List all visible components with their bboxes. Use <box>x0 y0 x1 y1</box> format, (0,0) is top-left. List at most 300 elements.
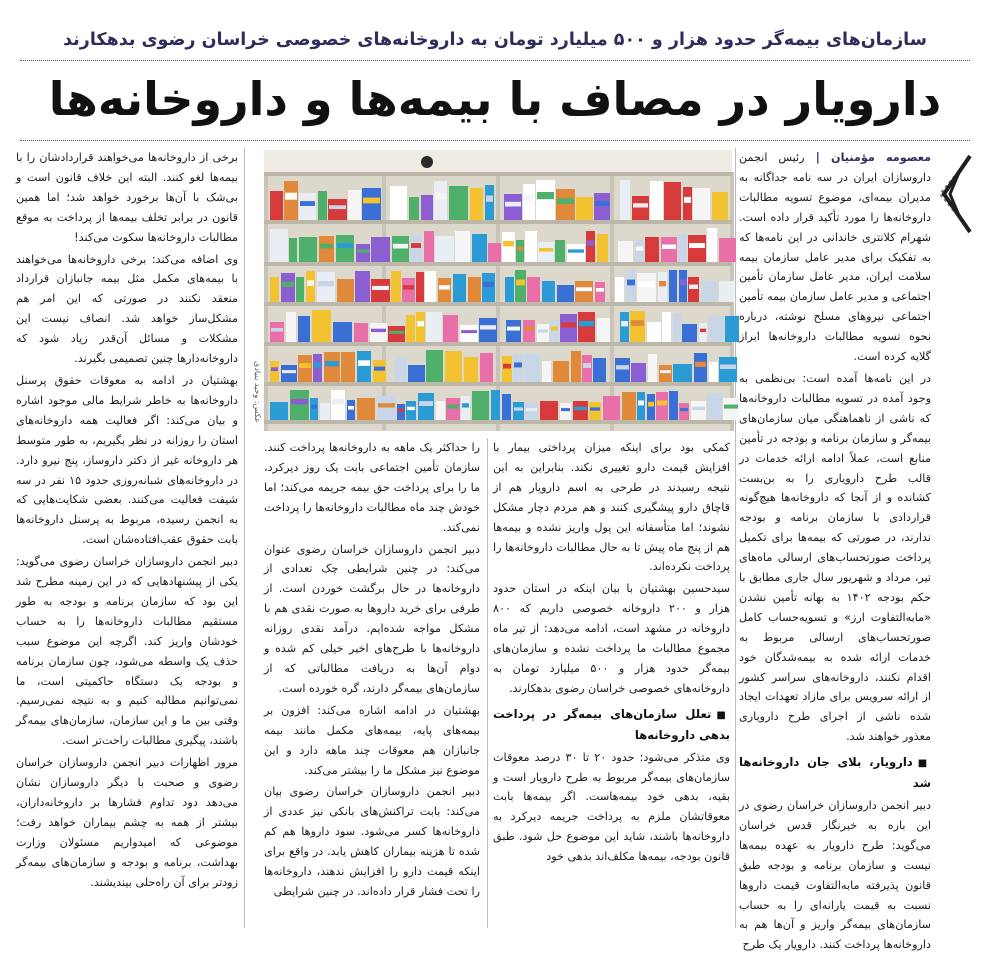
medicine-box <box>502 394 511 420</box>
paragraph: کمکی بود برای اینکه میزان پرداختی بیمار با افزایش قیمت دارو تغییری نکند. بنابراین به این نتیجه رسیدند در طرحی به اسم دارویار هم از قاچاق دارو پیشگیری کنند و هم مردم دچار مشکل نشوند؛ اما متأسفانه این پول واریز نشده و بیمه‌ها هم از پنج ماه پیش تا به حال مطالبات داروخانه‌ها را پرداخت نکرده‌اند. <box>493 441 730 574</box>
medicine-box <box>597 234 608 262</box>
medicine-box <box>453 274 466 302</box>
box-label <box>576 287 592 291</box>
medicine-box <box>567 244 585 262</box>
medicine-box <box>324 352 340 382</box>
box-label <box>282 370 296 373</box>
medicine-box <box>388 326 405 342</box>
box-label <box>411 243 421 248</box>
box-label <box>320 244 333 249</box>
medicine-box <box>409 197 419 220</box>
box-label <box>461 330 477 333</box>
medicine-box <box>406 401 416 420</box>
medicine-box <box>337 279 354 302</box>
medicine-box <box>669 391 678 420</box>
box-label <box>636 247 643 251</box>
medicine-box <box>661 237 677 262</box>
medicine-box <box>709 316 724 342</box>
paragraph: در این نامه‌ها آمده است: بی‌نظمی به وجود آمده در تسویه مطالبات داروخانه‌ها که ناشی از ناهماهنگی میان سازمان‌های بیمه‌گر و سازمان برنامه و بودجه در تأمین منابع است، عملاً ادامه ارائه خدمات در قالب طرح دارویاری را به بن‌بست کشانده و از آنجا که داروخانه‌ها هیچ‌گونه قراردادی با سازمان برنامه و بودجه ندارند، در صورتی که بیمه‌ها برای تکمیل پرداخت صورتحساب‌های ارسالی ماه‌های تیر، مرداد و شهریور سال جاری مطابق با حکم بودجه ۱۴۰۲ به بهانه تأمین نشدن «مابه‌التفاوت ارز» و تسویه‌حساب کامل صورتحساب‌های ارسالی مربوط به خدمات ارائه شده به بیمه‌شدگان خود اقدام نکنند، داروخانه‌های سراسر کشور از ارائه سرویس برای مازاد تعهدات ایجاد شده ناشی از اجرای طرح دارویاری معذور خواهند شد. <box>739 371 931 744</box>
box-label <box>579 321 594 326</box>
ceiling <box>264 150 732 172</box>
box-label <box>638 282 655 287</box>
pharmacy-shelves-photo <box>264 150 732 431</box>
medicine-box <box>472 391 489 420</box>
box-label <box>393 244 408 249</box>
medicine-box <box>560 403 571 420</box>
medicine-box <box>615 277 624 302</box>
medicine-box <box>523 184 535 220</box>
shelf-upright <box>610 172 614 431</box>
paragraph: مرور اظهارات دبیر انجمن داروسازان خراسان رضوی و صحبت با دیگر داروسازان نشان می‌دهد دود تداوم فشارها بر داروخانه‌داران، بیشتر از همه به چشم بیماران خواهد رفت؛ موضوعی که امیدواریم مسئولان وزارت بهداشت، برنامه و بودجه و سازمان‌های بیمه‌گر زودتر برای آن راه‌حلی بیندیشند. <box>16 756 238 889</box>
shelf-board <box>264 302 732 306</box>
medicine-box <box>434 181 447 220</box>
box-label <box>398 409 404 412</box>
paragraph: بهشتیان در ادامه اشاره می‌کند: افزون بر بیمه‌های پایه، بیمه‌های مکمل مانند بیمه جانبازان هم معوقات چند ماهه دارد و این موضوع نیز مشکل ما را بیشتر می‌کند. <box>264 703 480 777</box>
box-label <box>503 364 511 369</box>
medicine-box <box>673 364 692 382</box>
paragraph: وی متذکر می‌شود: حدود ۲۰ تا ۳۰ درصد معوقات سازمان‌های بیمه‌گر مربوط به طرح دارویار است و بقیه، بدهی خود بیمه‌هاست. اگر بیمه‌ها بابت معوقاتشان ملزم به پرداخت جریمه دیرکرد به داروخانه‌ها باشند، شاید این موضوع حل شود. طبق قانون بودجه، بیمه‌ها مکلف‌اند بدهی خود <box>493 750 730 864</box>
medicine-box <box>582 355 592 382</box>
medicine-box <box>290 390 309 420</box>
medicine-box <box>482 273 495 302</box>
box-label <box>557 198 574 204</box>
medicine-box <box>370 323 387 342</box>
medicine-box <box>480 353 493 382</box>
medicine-box <box>693 188 710 220</box>
box-label <box>726 324 738 329</box>
box-label <box>689 285 698 290</box>
medicine-box <box>513 354 523 382</box>
medicine-box <box>390 186 407 220</box>
medicine-box <box>502 232 515 262</box>
medicine-box <box>461 396 470 420</box>
top-rule <box>20 60 970 61</box>
box-label <box>538 329 548 332</box>
medicine-box <box>270 322 284 342</box>
medicine-box <box>299 193 316 220</box>
medicine-box <box>406 315 415 342</box>
box-label <box>590 407 600 410</box>
medicine-box <box>357 351 371 382</box>
security-camera <box>421 156 433 168</box>
box-label <box>627 280 635 286</box>
shelf-board <box>264 382 732 386</box>
medicine-box <box>341 352 355 382</box>
medicine-box <box>595 282 605 302</box>
box-label <box>595 201 609 206</box>
box-label <box>616 365 629 369</box>
medicine-box <box>310 398 318 420</box>
medicine-box <box>416 272 424 302</box>
shelf-upright <box>264 172 268 431</box>
medicine-box <box>313 354 322 382</box>
box-label <box>357 249 369 252</box>
byline-name: معصومه مؤمنیان <box>831 151 931 164</box>
box-label <box>481 362 492 367</box>
column-divider <box>244 148 245 928</box>
box-label <box>378 403 395 407</box>
medicine-box <box>504 194 522 220</box>
medicine-box <box>679 403 689 420</box>
shelf-board <box>264 342 732 346</box>
medicine-box <box>281 365 297 382</box>
medicine-box <box>446 398 460 420</box>
box-label <box>633 203 648 207</box>
box-label <box>662 245 676 250</box>
medicine-box <box>673 313 681 342</box>
shelf-board <box>264 172 732 176</box>
medicine-box <box>593 358 606 382</box>
box-label <box>348 406 354 410</box>
box-label <box>282 282 294 287</box>
medicine-box <box>658 272 667 302</box>
box-label <box>403 285 414 289</box>
box-label <box>480 325 496 329</box>
photo-credit: عکس: وحید بنیادی <box>253 361 262 423</box>
medicine-box <box>688 235 706 262</box>
box-label <box>447 405 459 409</box>
medicine-box <box>443 315 458 342</box>
box-label <box>684 197 691 203</box>
box-label <box>574 407 587 410</box>
medicine-box <box>296 277 304 302</box>
medicine-box <box>270 229 288 262</box>
medicine-box <box>594 193 610 220</box>
column-divider <box>735 148 736 928</box>
box-label <box>583 363 591 368</box>
medicine-box <box>515 270 526 302</box>
medicine-box <box>678 234 687 262</box>
medicine-box <box>688 277 699 302</box>
box-label <box>318 281 334 286</box>
medicine-box <box>656 392 668 420</box>
box-label <box>307 280 314 286</box>
box-label <box>291 399 308 404</box>
box-label <box>524 195 534 201</box>
medicine-box <box>319 236 334 262</box>
medicine-box <box>575 281 593 302</box>
box-label <box>407 407 415 410</box>
medicine-box <box>299 237 317 262</box>
box-label <box>648 402 654 407</box>
medicine-box <box>538 242 554 262</box>
medicine-box <box>662 312 671 342</box>
box-label <box>271 328 283 332</box>
medicine-box <box>312 310 331 342</box>
column-right <box>739 148 971 952</box>
medicine-box <box>438 278 451 302</box>
medicine-box <box>460 325 478 342</box>
medicine-box <box>318 191 327 220</box>
box-label <box>371 329 386 332</box>
box-label <box>358 360 370 366</box>
box-label <box>657 400 667 405</box>
medicine-box <box>391 271 401 302</box>
medicine-box <box>540 401 558 420</box>
medicine-box <box>371 237 390 262</box>
medicine-box <box>468 277 481 302</box>
box-label <box>486 196 493 202</box>
medicine-box <box>377 396 396 420</box>
medicine-box <box>631 363 646 382</box>
box-label <box>311 405 317 409</box>
byline-separator: | <box>804 151 832 164</box>
medicine-box <box>573 401 588 420</box>
medicine-box <box>445 351 462 382</box>
box-label <box>332 399 344 404</box>
box-label <box>539 248 553 252</box>
medicine-box <box>270 277 279 302</box>
medicine-box <box>556 189 575 220</box>
medicine-box <box>284 181 298 220</box>
medicine-box <box>701 281 717 302</box>
medicine-box <box>647 394 655 420</box>
medicine-box <box>410 235 422 262</box>
medicine-box <box>542 281 555 302</box>
box-label <box>525 362 539 367</box>
medicine-box <box>418 393 434 420</box>
medicine-box <box>320 403 330 420</box>
byline-paragraph <box>739 148 931 367</box>
box-label <box>689 243 705 248</box>
medicine-box <box>362 188 381 220</box>
medicine-box <box>357 398 375 420</box>
box-label <box>450 196 467 202</box>
subheading-insurers: ■ تعلل سازمان‌های بیمه‌گر در پرداخت بدهی داروخانه‌ها <box>493 705 730 746</box>
medicine-box <box>537 324 549 342</box>
box-label <box>419 401 433 406</box>
headline: دارویار در مصاف با بیمه‌ها و داروخانه‌ها <box>48 72 942 126</box>
box-label <box>300 201 315 206</box>
medicine-box <box>373 360 386 382</box>
medicine-box <box>416 312 425 342</box>
box-label <box>680 280 686 286</box>
box-label <box>631 320 644 326</box>
medicine-box <box>723 398 739 420</box>
medicine-box <box>270 402 288 420</box>
medicine-box <box>709 362 718 382</box>
box-label <box>514 362 522 367</box>
box-label <box>363 198 380 204</box>
box-label <box>325 361 339 366</box>
box-label <box>708 401 721 406</box>
medicine-box <box>712 192 728 220</box>
medicine-box <box>347 400 355 420</box>
medicine-box <box>348 190 361 220</box>
shelf-board <box>264 220 732 224</box>
medicine-box <box>371 279 390 302</box>
medicine-box <box>408 365 425 382</box>
medicine-box <box>421 195 433 220</box>
medicine-box <box>424 231 434 262</box>
medicine-box <box>664 182 681 220</box>
medicine-box <box>560 314 577 342</box>
medicine-box <box>648 354 657 382</box>
medicine-box <box>626 270 636 302</box>
box-label <box>374 367 385 371</box>
box-label <box>503 241 514 246</box>
medicine-box <box>328 199 347 220</box>
box-label <box>680 408 688 411</box>
medicine-box <box>449 186 468 220</box>
medicine-box <box>525 403 538 420</box>
medicine-box <box>436 401 445 420</box>
box-label <box>517 247 523 251</box>
medicine-box <box>542 361 551 382</box>
box-label <box>462 403 469 407</box>
box-label <box>561 408 570 411</box>
box-label <box>679 242 686 247</box>
medicine-box <box>645 237 659 262</box>
paragraph: وی اضافه می‌کند: برخی داروخانه‌ها می‌خواهند با بیمه‌های مکمل مثل بیمه جانبازان قرارداد منعقد نکنند در صورتی که این امر هم مشکل‌ساز خواهد شد. انصاف نیست این مشکلات و مسائل آن‌قدر زیاد شود که داروخانه‌دارها چنین تصمیمی بگیرند. <box>16 252 238 366</box>
medicine-box <box>298 316 310 342</box>
medicine-box <box>479 318 497 342</box>
medicine-box <box>597 318 610 342</box>
box-label <box>314 362 321 367</box>
medicine-box <box>516 240 524 262</box>
paragraph: دبیر انجمن داروسازان خراسان رضوی در این باره به خبرنگار قدس خراسان می‌گوید: طرح دارویار به عهده بیمه‌ها نیست و سازمان برنامه و بودجه طبق قانون پذیرفته مابه‌التفاوت قیمت داروها نسبت به قیمت یارانه‌ای را به حساب سازمان‌های بیمه‌گر واریز و آن‌ها هم به داروخانه‌ها پرداخت کنند. دارویار یک طرح <box>739 799 931 952</box>
paragraph: سیدحسین بهشتیان با بیان اینکه در استان حدود هزار و ۲۰۰ داروخانه خصوصی داریم که ۸۰۰ داروخانه در مشهد است، ادامه می‌دهد: از تیر ماه مجموع مطالبات ما پرداخت نشده و سازمان‌های بیمه‌گر حدود هزار و ۵۰۰ میلیارد تومان به داروخانه‌های خصوصی خراسان رضوی بدهکارند. <box>493 582 730 695</box>
box-label <box>271 367 278 371</box>
medicine-box <box>622 392 636 420</box>
box-label <box>285 193 297 200</box>
box-label <box>372 286 389 290</box>
medicine-box <box>679 270 687 302</box>
medicine-box <box>650 181 663 220</box>
medicine-box <box>426 312 442 342</box>
column-divider <box>487 438 488 928</box>
medicine-box <box>557 285 574 302</box>
box-label <box>700 329 706 332</box>
medicine-box <box>506 320 521 342</box>
box-label <box>695 362 706 367</box>
box-label <box>417 321 424 326</box>
headline-rule <box>20 140 970 141</box>
medicine-box <box>505 277 514 302</box>
paragraph: را حداکثر یک ماهه به داروخانه‌ها پرداخت کنند. سازمان تأمین اجتماعی بابت یک روز دیرکرد، ما را برای پرداخت حق بیمه جریمه می‌کند؛ اما خودش چند ماه مطالبات داروخانه‌ها را پرداخت نمی‌کند. <box>264 441 480 534</box>
medicine-box <box>555 240 565 262</box>
medicine-box <box>306 271 315 302</box>
box-label <box>483 282 494 287</box>
box-label <box>507 327 520 331</box>
medicine-box <box>536 180 555 220</box>
box-label <box>692 407 705 410</box>
shelf-board <box>264 420 732 424</box>
medicine-box <box>618 241 633 262</box>
box-label <box>514 407 523 410</box>
paragraph: دبیر انجمن داروسازان خراسان رضوی بیان می‌کند: بابت تراکنش‌های بانکی نیز عددی از داروخانه‌ها کسر می‌شود. سود داروها هم کم شده تا هزینه بیماران کاهش یابد. در واقع برای اینکه قیمت دارو را افزایش ندهند، داروخانه‌ها را تحت فشار قرار داده‌اند. در چنین شرایطی <box>264 785 480 898</box>
medicine-box <box>281 273 295 302</box>
medicine-box <box>699 323 707 342</box>
medicine-box <box>470 188 483 220</box>
medicine-box <box>289 238 297 262</box>
medicine-box <box>719 281 734 302</box>
column-center-right <box>493 438 730 928</box>
medicine-box <box>502 356 512 382</box>
medicine-box <box>550 320 559 342</box>
medicine-box <box>525 231 537 262</box>
box-label <box>596 288 604 292</box>
column-left <box>16 148 238 928</box>
medicine-box <box>488 243 501 262</box>
box-label <box>299 363 311 368</box>
medicine-box <box>707 393 722 420</box>
medicine-box <box>336 235 354 262</box>
medicine-box <box>355 271 370 302</box>
box-label <box>526 408 537 411</box>
medicine-box <box>472 234 487 262</box>
medicine-box <box>395 357 407 382</box>
medicine-box <box>725 316 739 342</box>
medicine-box <box>586 231 595 262</box>
medicine-box <box>354 323 368 342</box>
paragraph: دبیر انجمن داروسازان خراسان رضوی می‌گوید: یکی از پیشنهادهایی که در این زمینه مطرح شد این بود که سازمان برنامه و بودجه به طور مستقیم مطالبات داروخانه‌ها را به حساب خودشان واریز کند. اگرچه این موضوع سبب حذف یک واسطه می‌شود، چون سازمان برنامه و بودجه یک دستگاه حاکمیتی است، ما نمی‌توانیم مطالبه کنیم و به نتیجه نمی‌رسیم. وقتی بین ما و این سازمان، سازمان‌های بیمه‌گر باشند، پیگیری مطالبات راحت‌تر است. <box>16 555 238 748</box>
box-label <box>537 192 554 199</box>
medicine-box <box>426 350 443 382</box>
box-label <box>439 285 450 289</box>
intro-text: انجمن داروسازان ایران در سه نامه جداگانه به مدیران بیمه‌ای، موضوع تسویه مطالبات داروخانه‌ها را مورد تأکید قرار داده است. شهرام کلانتری خاندانی در این نامه‌ها که به تفکیک برای مدیر عامل سازمان بیمه سلامت ایران، مدیر عامل سازمان تأمین اجتماعی و مدیر عامل سازمان بیمه تأمین اجتماعی نیروهای مسلح نوشته، درباره نحوه تسویه مطالبات داروخانه‌ها ابراز گلایه کرده است. <box>739 151 931 364</box>
medicine-box <box>635 240 644 262</box>
box-label <box>396 365 406 370</box>
paragraph: دبیر انجمن داروسازان خراسان رضوی عنوان می‌کند: در چنین شرایطی چک تعدادی از داروخانه‌ها در حال برگشت خوردن است. از طرفی برای خرید داروها به صورت نقدی هم با مشکل مواجه شده‌ایم. درآمد نقدی روزانه داروخانه‌ها با طرح‌های اخیر خیلی کم شده و دوام آن‌ها به دریافت مطالباتی که از سازمان‌های بیمه‌گر دارند، گره خورده است. <box>264 542 480 695</box>
paragraph: بهشتیان در ادامه به معوقات حقوق پرسنل داروخانه‌ها به خاطر شرایط مالی موجود اشاره و بیان می‌کند: اگر فعالیت همه داروخانه‌های استان را روزانه در نظر بگیریم، به طور متوسط هر داروخانه غیر از دکتر داروساز، پنج نیرو دارد. در داروخانه‌های شبانه‌روزی حدود ۱۵ نفر در سه شیفت فعالیت می‌کنند. بعضی شکایت‌هایی که به انجمن رسیده، مربوط به پرسنل داروخانه‌ها بابت حقوق عقب‌افتاده‌شان است. <box>16 373 238 547</box>
medicine-box <box>659 365 672 382</box>
medicine-box <box>356 244 370 262</box>
box-label <box>621 321 628 326</box>
medicine-box <box>719 238 736 262</box>
medicine-box <box>589 402 601 420</box>
medicine-box <box>402 278 415 302</box>
medicine-box <box>270 191 283 220</box>
box-label <box>659 281 666 286</box>
medicine-box <box>669 270 677 302</box>
medicine-box <box>270 361 279 382</box>
medicine-box <box>286 312 296 342</box>
subheading-pharmacies: ■ دارویار، بلای جان داروخانه‌ها شد <box>739 753 931 794</box>
medicine-box <box>523 320 535 342</box>
medicine-box <box>694 353 707 382</box>
box-label <box>337 243 353 248</box>
medicine-box <box>524 354 540 382</box>
box-label <box>524 327 534 331</box>
box-label <box>329 205 346 209</box>
medicine-box <box>615 358 630 382</box>
box-label <box>720 365 736 370</box>
medicine-box <box>603 396 620 420</box>
byline-role: رئیس <box>778 151 805 164</box>
box-label <box>389 331 404 334</box>
medicine-box <box>637 273 656 302</box>
medicine-box <box>647 322 661 342</box>
medicine-box <box>620 180 630 220</box>
medicine-box <box>397 404 405 420</box>
medicine-box <box>682 324 697 342</box>
shelf-board <box>264 262 732 266</box>
box-label <box>568 249 584 252</box>
medicine-box <box>683 187 692 220</box>
box-label <box>724 405 738 409</box>
medicine-box <box>464 357 478 382</box>
medicine-box <box>317 272 335 302</box>
box-label <box>435 193 446 200</box>
medicine-box <box>630 311 645 342</box>
medicine-box <box>578 312 595 342</box>
medicine-box <box>435 236 454 262</box>
medicine-box <box>620 312 629 342</box>
medicine-box <box>392 236 409 262</box>
paragraph: برخی از داروخانه‌ها می‌خواهند قراردادشان را با بیمه‌ها لغو کنند. البته این خلاف قانون است و بی‌شک با آن‌ها برخورد خواهد شد؛ اما همین قانون در برابر تخلف بیمه‌ها از پرداخت به موقع مطالبات داروخانه‌ها سکوت می‌کند! <box>16 151 238 244</box>
medicine-box <box>707 228 717 262</box>
